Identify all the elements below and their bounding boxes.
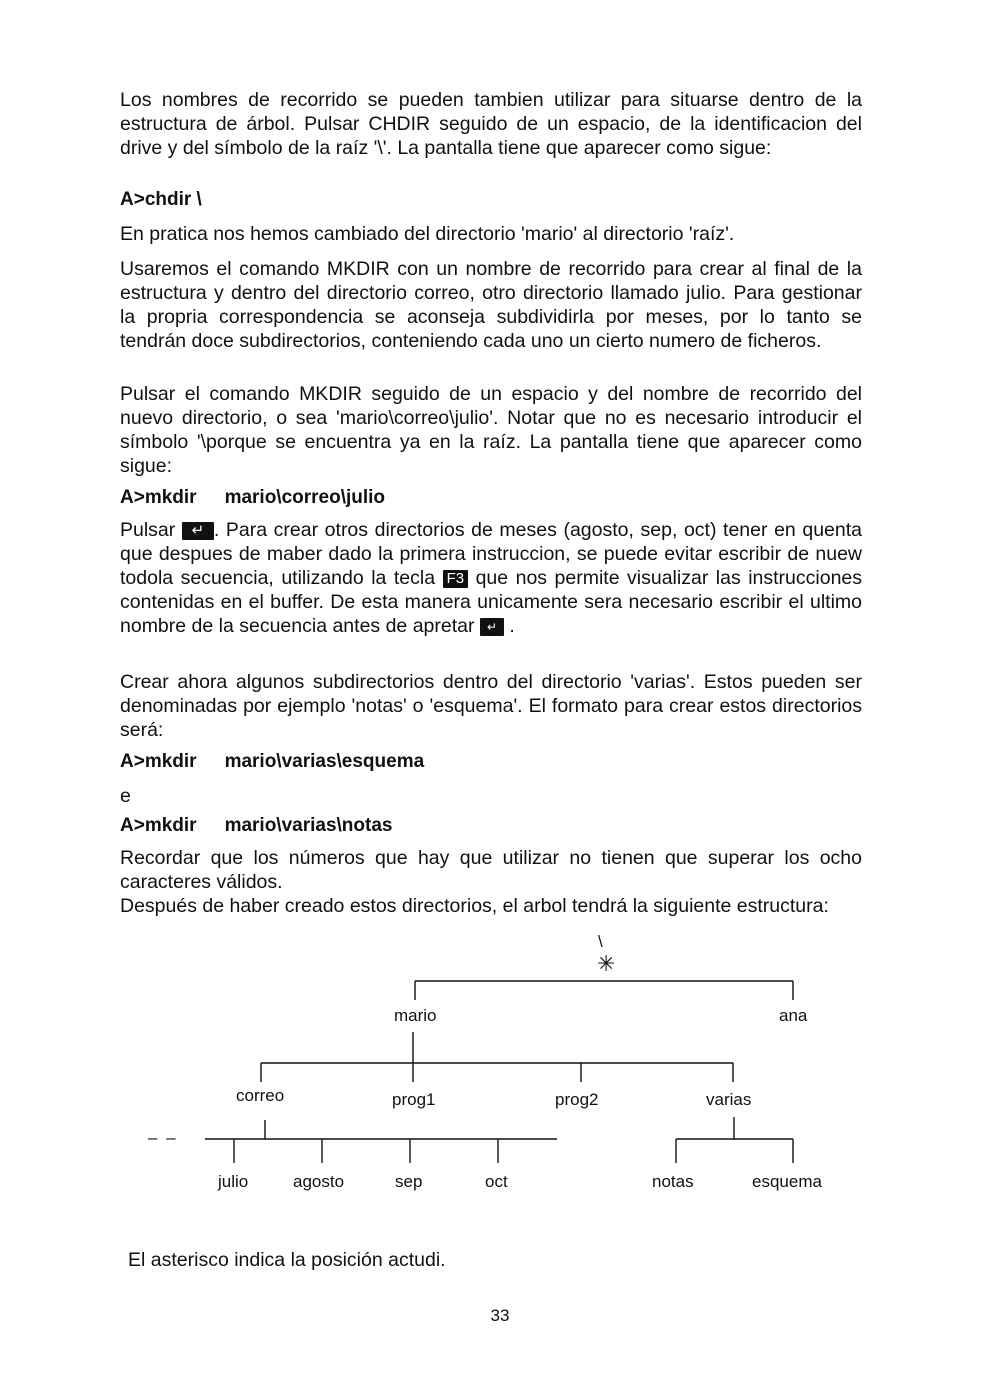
command-prompt: A>mkdir <box>120 487 197 508</box>
tree-node-prog2: prog2 <box>555 1090 599 1109</box>
text-after-enter: . Para crear otros directorios de meses (agosto, sep, oct) tener en quenta que despues de maber dado la primera instruccion, se puede evitar escribir de nuew todola secuencia, utilizando la tecla <box>120 519 862 589</box>
connector-e: e <box>120 785 131 807</box>
page-number: 33 <box>490 1306 510 1325</box>
current-position-asterisk-icon: ✳ <box>597 951 616 976</box>
command-path: mario\varias\notas <box>224 815 393 836</box>
tree-node-agosto: agosto <box>293 1172 345 1191</box>
tree-root-label: \ <box>598 932 603 951</box>
paragraph-mkdir-intro: Usaremos el comando MKDIR con un nombre de recorrido para crear al final de la estructura y dentro del directorio correo, otro directorio llamado julio. Para gestionar la propria correspondencia se aconseja subdividirla por meses, por lo tanto se tendrán doce subdirectorios, conteniendo cada uno un cierto numero de ficheros. <box>120 258 862 352</box>
paragraph-mkdir-usage: Pulsar el comando MKDIR seguido de un espacio y del nombre de recorrido del nuevo directorio, o sea 'mario\correo\julio'. Notar que no es necesario introducir el símbolo '\porque se encuentra ya en la raíz. La pantalla tiene que aparecer como sigue: <box>120 383 862 477</box>
tree-ellipsis-dashes: – – <box>148 1128 178 1147</box>
tree-node-correo: correo <box>236 1086 285 1105</box>
command-path: mario\varias\esquema <box>224 751 425 772</box>
command-prompt: A>mkdir <box>120 751 197 772</box>
paragraph-create-subdirs: Crear ahora algunos subdirectorios dentro del directorio 'varias'. Estos pueden ser denominadas por ejemplo 'notas' o 'esquema'. El formato para crear estos directorios será: <box>120 671 862 741</box>
tree-node-esquema: esquema <box>752 1172 822 1191</box>
text-end-period: . <box>509 615 515 637</box>
tree-node-mario: mario <box>394 1006 437 1025</box>
tree-node-sep: sep <box>395 1172 423 1191</box>
tree-node-julio: julio <box>218 1172 249 1191</box>
command-chdir: A>chdir \ <box>120 189 202 210</box>
paragraph-tree-structure: Después de haber creado estos directorios, el arbol tendrá la siguiente estructura: <box>120 895 829 917</box>
paragraph-changed-directory: En pratica nos hemos cambiado del directorio 'mario' al directorio 'raíz'. <box>120 223 735 245</box>
enter-key-icon: ↵ <box>182 522 214 540</box>
paragraph-path-names: Los nombres de recorrido se pueden tambien utilizar para situarse dentro de la estructura de árbol. Pulsar CHDIR seguido de un espacio, de la identificacion del drive y del símbolo de la raíz '\'. La pantalla tiene que aparecer como sigue: <box>120 89 862 159</box>
command-prompt: A>mkdir <box>120 815 197 836</box>
asterisk-caption: El asterisco indica la posición actudi. <box>128 1249 446 1271</box>
tree-node-notas: notas <box>652 1172 694 1191</box>
tree-node-prog1: prog1 <box>392 1090 436 1109</box>
f3-key-icon: F3 <box>443 570 469 588</box>
paragraph-eight-chars: Recordar que los números que hay que utilizar no tienen que superar los ocho caracteres válidos. <box>120 847 862 893</box>
enter-key-small-icon: ↵ <box>480 618 504 636</box>
text-after-f3: que nos permite visualizar las instrucciones contenidas en el buffer. De esta manera unicamente sera necesario escribir el ultimo nombre de la secuencia antes de apretar <box>120 567 863 637</box>
tree-node-varias: varias <box>706 1090 752 1109</box>
command-path: mario\correo\julio <box>224 487 386 508</box>
tree-node-oct: oct <box>485 1172 508 1191</box>
text-pulsar: Pulsar <box>120 519 176 541</box>
tree-node-ana: ana <box>779 1006 808 1025</box>
